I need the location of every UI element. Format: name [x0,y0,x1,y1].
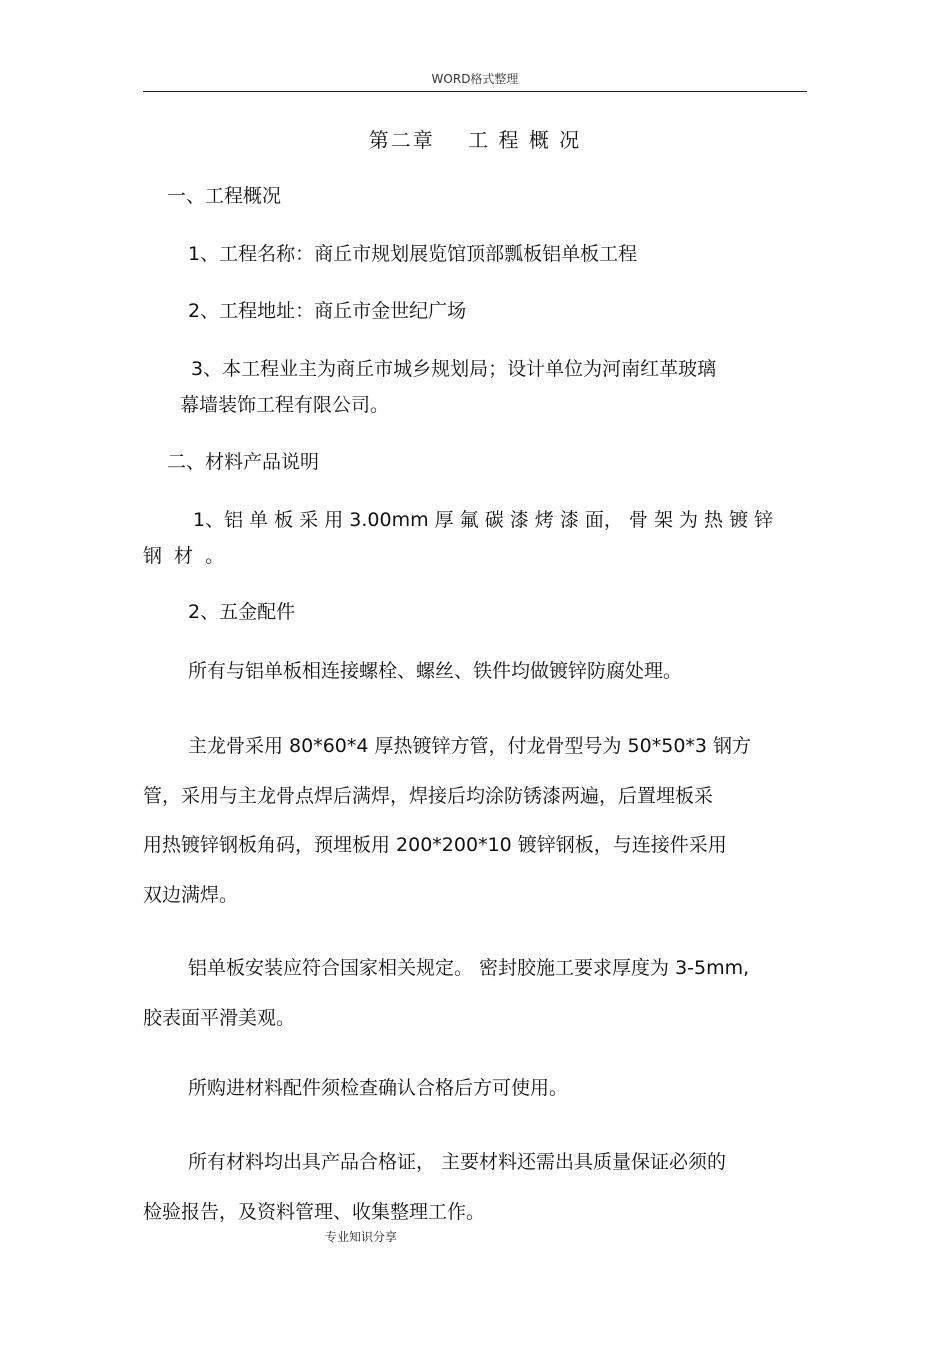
project-address: 2、工程地址：商丘市金世纪广场 [188,300,467,322]
header-divider [143,91,807,92]
project-owner-continued: 幕墙装饰工程有限公司。 [180,394,390,416]
sealant-paragraph-line-2: 胶表面平滑美观。 [143,1007,296,1029]
hardware-paragraph: 所有与铝单板相连接螺栓、螺丝、铁件均做镀锌防腐处理。 [188,660,683,682]
section-heading-2: 二、材料产品说明 [167,451,320,473]
material-item-1: 1、铝 单 板 采 用 3.00mm 厚 氟 碳 漆 烤 漆 面， 骨 架 为 热 镀 锌 [193,509,774,531]
keel-paragraph-line-4: 双边满焊。 [143,884,239,906]
project-owner: 3、本工程业主为商丘市城乡规划局；设计单位为河南红革玻璃 [191,358,717,380]
keel-paragraph-line-3: 用热镀锌钢板角码，预埋板用 200*200*10 镀锌钢板，与连接件采用 [143,834,727,856]
chapter-title: 第二章 工 程 概 况 [368,128,582,152]
section-heading-1: 一、工程概况 [167,185,282,207]
keel-paragraph-line-1: 主龙骨采用 80*60*4 厚热镀锌方管，付龙骨型号为 50*50*3 钢方 [188,735,752,757]
page-footer: 专业知识分享 [325,1230,398,1244]
inspection-paragraph: 所购进材料配件须检查确认合格后方可使用。 [188,1077,569,1099]
project-name: 1、工程名称：商丘市规划展览馆顶部瓢板铝单板工程 [188,243,638,265]
certificate-paragraph-line-2: 检验报告，及资料管理、收集整理工作。 [143,1201,486,1223]
page-header: WORD格式整理 [431,72,519,86]
sealant-paragraph-line-1: 铝单板安装应符合国家相关规定。 密封胶施工要求厚度为 3-5mm, [188,957,750,979]
certificate-paragraph-line-1: 所有材料均出具产品合格证， 主要材料还需出具质量保证必须的 [188,1151,727,1173]
keel-paragraph-line-2: 管，采用与主龙骨点焊后满焊，焊接后均涂防锈漆两遍，后置埋板采 [143,785,714,807]
material-item-2-heading: 2、五金配件 [188,601,296,623]
material-item-1-continued: 钢 材 。 [143,545,228,567]
